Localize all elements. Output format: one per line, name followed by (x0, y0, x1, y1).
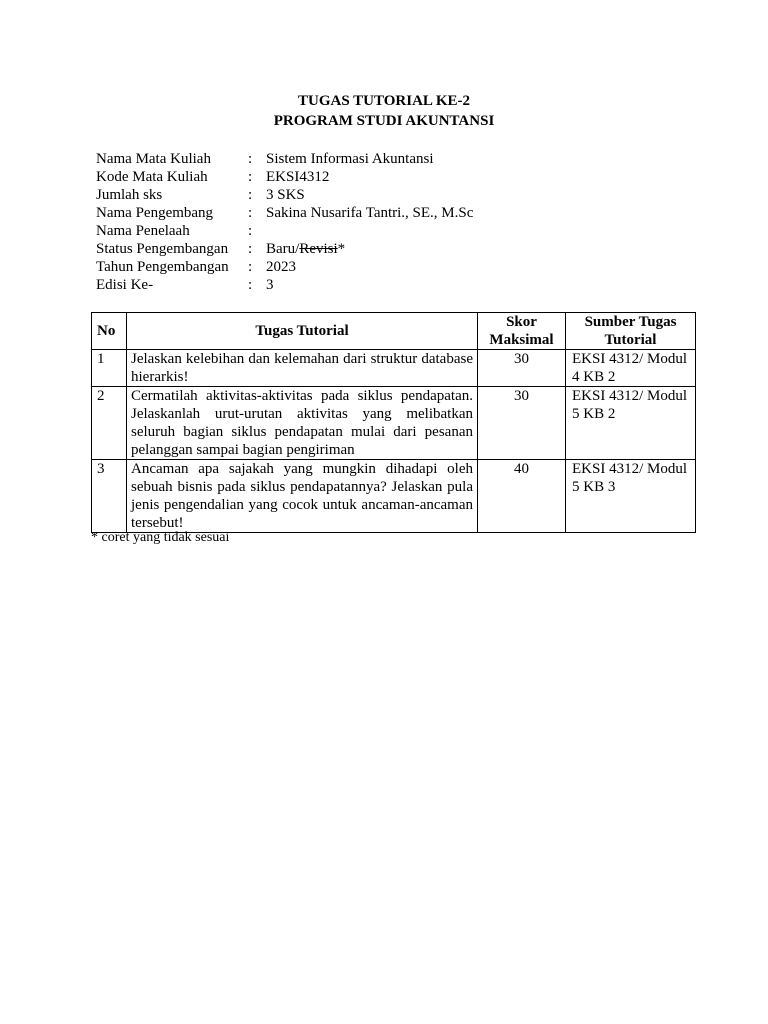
score-header-line2: Maksimal (489, 332, 554, 348)
footnote: * coret yang tidak sesuai (91, 530, 230, 545)
info-value: Sistem Informasi Akuntansi (266, 151, 434, 167)
info-colon: : (248, 151, 253, 167)
info-label: Kode Mata Kuliah (96, 169, 208, 185)
source-header-line1: Sumber Tugas (584, 314, 677, 330)
info-label: Nama Pengembang (96, 205, 214, 221)
info-colon: : (248, 241, 253, 257)
status-asterisk: * (337, 241, 346, 257)
info-label: Tahun Pengembangan (96, 259, 229, 275)
info-value: 3 (266, 277, 274, 293)
table-header-row (92, 313, 696, 350)
task-text: Jelaskan kelebihan dan kelemahan dari struktur database hierarkis! (127, 350, 478, 387)
info-colon: : (248, 277, 253, 293)
status-baru: Baru/ (266, 241, 300, 257)
info-label: Nama Penelaah (96, 223, 190, 239)
info-value: 2023 (266, 259, 296, 275)
row-number: 3 (92, 460, 127, 533)
info-value: 3 SKS (266, 187, 305, 203)
table-row (92, 387, 696, 460)
table-row (92, 350, 696, 387)
row-number: 1 (92, 350, 127, 387)
source-header-line2: Tutorial (604, 332, 657, 348)
column-header-score (478, 313, 566, 350)
info-label: Jumlah sks (96, 187, 163, 203)
tutorial-task-table (91, 312, 696, 533)
info-colon: : (248, 169, 253, 185)
status-revisi-struck: Revisi (299, 241, 338, 257)
task-source: EKSI 4312/ Modul 4 KB 2 (566, 350, 696, 387)
max-score: 30 (478, 350, 566, 387)
info-label: Edisi Ke- (96, 277, 154, 293)
info-label: Nama Mata Kuliah (96, 151, 211, 167)
info-label: Status Pengembangan (96, 241, 229, 257)
document-title: TUGAS TUTORIAL KE-2 (298, 93, 470, 109)
info-colon: : (248, 205, 253, 221)
max-score: 30 (478, 387, 566, 460)
info-value: Sakina Nusarifa Tantri., SE., M.Sc (266, 205, 474, 221)
max-score: 40 (478, 460, 566, 533)
score-header-line1: Skor (506, 314, 537, 330)
task-text: Ancaman apa sajakah yang mungkin dihadapi oleh sebuah bisnis pada siklus pendapatannya? Jelaskan pula jenis pengendalian yang cocok untuk ancaman-ancaman tersebut! (127, 460, 478, 533)
task-source: EKSI 4312/ Modul 5 KB 2 (566, 387, 696, 460)
task-source: EKSI 4312/ Modul 5 KB 3 (566, 460, 696, 533)
task-text: Cermatilah aktivitas-aktivitas pada siklus pendapatan. Jelaskanlah urut-urutan aktivitas yang melibatkan seluruh bagian siklus pendapatan mulai dari pesanan pelanggan sampai bagian pengiriman (127, 387, 478, 460)
info-value-status (266, 240, 345, 258)
column-header-no: No (92, 313, 127, 350)
info-colon: : (248, 187, 253, 203)
column-header-source (566, 313, 696, 350)
row-number: 2 (92, 387, 127, 460)
info-colon: : (248, 259, 253, 275)
info-colon: : (248, 223, 253, 239)
table-row (92, 460, 696, 533)
info-value: EKSI4312 (266, 169, 330, 185)
document-subtitle: PROGRAM STUDI AKUNTANSI (273, 113, 495, 129)
column-header-task: Tugas Tutorial (127, 313, 478, 350)
